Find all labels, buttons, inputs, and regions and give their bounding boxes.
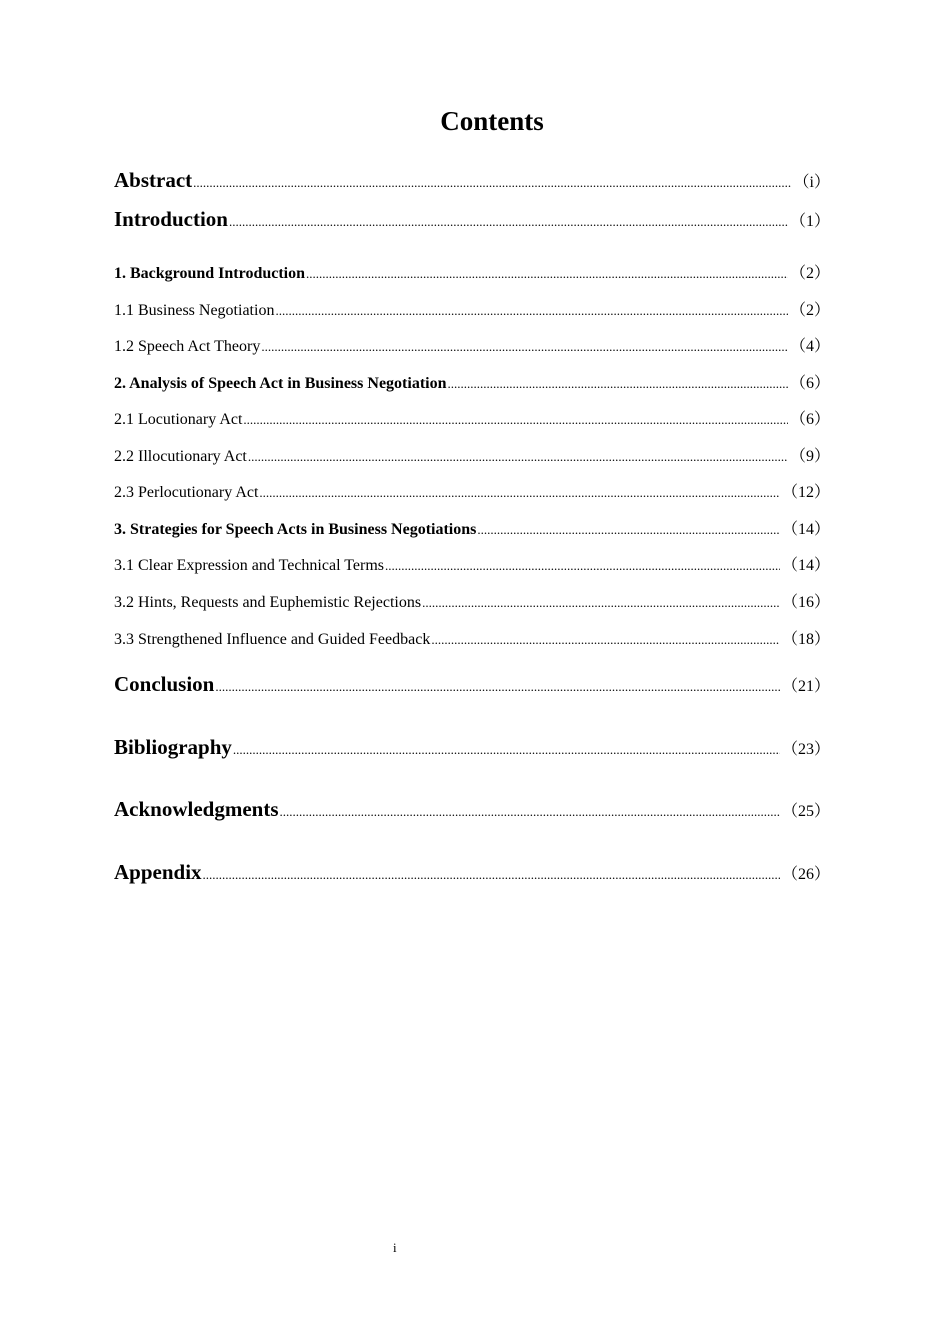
toc-entry-introduction[interactable]	[114, 207, 830, 232]
toc-entry-section-1-2[interactable]	[114, 333, 830, 356]
toc-entry-page: （21）	[781, 678, 830, 695]
dot-leader	[233, 742, 780, 758]
toc-entry-section-3-1[interactable]	[114, 552, 830, 575]
toc-entry-label: 3. Strategies for Speech Acts in Business Negotiations	[114, 521, 477, 538]
toc-entry-conclusion[interactable]	[114, 672, 830, 697]
contents-title: Contents	[440, 106, 544, 136]
toc-entry-page: （26）	[781, 866, 830, 883]
dot-leader	[259, 485, 780, 501]
toc-entry-page: （2）	[789, 265, 830, 282]
toc-entry-label: Abstract	[114, 168, 193, 192]
toc-entry-section-2-1[interactable]	[114, 406, 830, 429]
toc-entry-label: 1.2 Speech Act Theory	[114, 338, 261, 355]
toc-entry-label: 1. Background Introduction	[114, 265, 306, 282]
toc-entry-label: 2. Analysis of Speech Act in Business Negotiation	[114, 375, 447, 392]
toc-entry-chapter-3[interactable]	[114, 516, 830, 539]
dot-leader	[275, 303, 788, 319]
toc-entry-page: （4）	[789, 338, 830, 355]
toc-entry-section-2-3[interactable]	[114, 479, 830, 502]
toc-entry-page: （16）	[781, 594, 830, 611]
toc-entry-bibliography[interactable]	[114, 735, 830, 760]
toc-entry-page: （9）	[789, 448, 830, 465]
dot-leader	[193, 175, 791, 191]
toc-entry-label: 1.1 Business Negotiation	[114, 302, 275, 319]
toc-entry-page: （i）	[793, 174, 830, 191]
page-number: i	[393, 1240, 397, 1255]
toc-entry-page: （1）	[789, 213, 830, 230]
dot-leader	[280, 804, 780, 820]
toc-entry-label: 3.2 Hints, Requests and Euphemistic Rejections	[114, 594, 422, 611]
toc-entry-section-1-1[interactable]	[114, 297, 830, 320]
toc-entry-label: Bibliography	[114, 735, 232, 759]
toc-entry-chapter-2[interactable]	[114, 370, 830, 393]
toc-entry-page: （6）	[789, 411, 830, 428]
toc-entry-page: （2）	[789, 302, 830, 319]
toc-entry-acknowledgments[interactable]	[114, 797, 830, 822]
toc-entry-section-3-3[interactable]	[114, 626, 830, 649]
toc-entry-label: 2.2 Illocutionary Act	[114, 448, 247, 465]
dot-leader	[215, 679, 780, 695]
toc-entry-page: （6）	[789, 375, 830, 392]
toc-entry-label: Conclusion	[114, 672, 215, 696]
dot-leader	[203, 867, 780, 883]
toc-entry-label: Appendix	[114, 860, 202, 884]
table-of-contents	[114, 0, 830, 1000]
toc-entry-page: （14）	[781, 521, 830, 538]
toc-entry-label: 3.3 Strengthened Influence and Guided Feedback	[114, 631, 431, 648]
toc-entry-page: （14）	[781, 557, 830, 574]
toc-entry-page: （23）	[781, 741, 830, 758]
dot-leader	[422, 595, 780, 611]
toc-entry-label: 2.1 Locutionary Act	[114, 411, 243, 428]
dot-leader	[229, 214, 788, 230]
toc-entry-section-3-2[interactable]	[114, 589, 830, 612]
toc-entry-abstract[interactable]	[114, 168, 830, 193]
dot-leader	[477, 522, 780, 538]
dot-leader	[385, 558, 780, 574]
toc-entry-label: Introduction	[114, 207, 228, 231]
dot-leader	[447, 376, 788, 392]
toc-entry-page: （12）	[781, 484, 830, 501]
toc-entry-label: 2.3 Perlocutionary Act	[114, 484, 259, 501]
dot-leader	[261, 339, 788, 355]
dot-leader	[248, 449, 788, 465]
toc-entry-page: （18）	[781, 631, 830, 648]
toc-entry-chapter-1[interactable]	[114, 260, 830, 283]
toc-entry-appendix[interactable]	[114, 860, 830, 885]
toc-entry-page: （25）	[781, 803, 830, 820]
toc-entry-section-2-2[interactable]	[114, 443, 830, 466]
dot-leader	[243, 412, 788, 428]
toc-entry-label: 3.1 Clear Expression and Technical Terms	[114, 557, 384, 574]
dot-leader	[431, 632, 780, 648]
dot-leader	[306, 266, 788, 282]
toc-entry-label: Acknowledgments	[114, 797, 279, 821]
